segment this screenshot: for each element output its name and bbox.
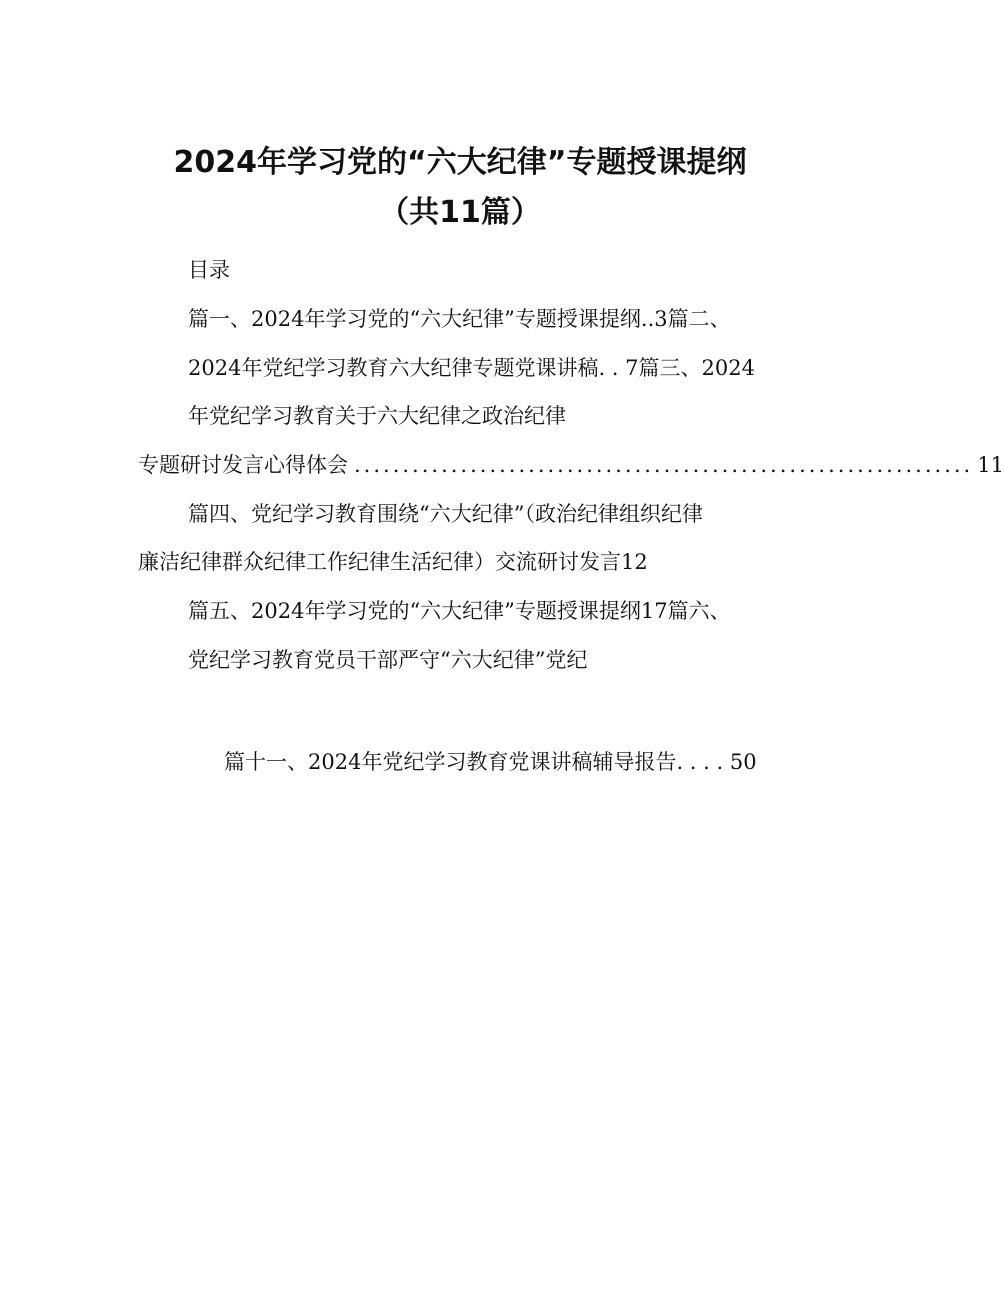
document-title: 2024年学习党的“六大纪律”专题授课提纲 (173, 145, 747, 180)
toc-entry-with-leader (138, 451, 1004, 479)
toc-line: 2024年党纪学习教育六大纪律专题党课讲稿. . 7篇三、2024 (188, 356, 755, 380)
document-subtitle: （共11篇） (379, 195, 541, 230)
toc-line: 篇十一、2024年党纪学习教育党课讲稿辅导报告. . . . 50 (224, 750, 757, 774)
toc-entry-text: 专题研讨发言心得体会 (138, 453, 348, 477)
toc-line: 年党纪学习教育关于六大纪律之政治纪律 (188, 404, 566, 428)
toc-line: 篇四、党纪学习教育围绕“六大纪律”（政治纪律组织纪律 (188, 502, 703, 526)
toc-line: 篇一、2024年学习党的“六大纪律”专题授课提纲..3篇二、 (188, 307, 731, 331)
toc-line: 党纪学习教育党员干部严守“六大纪律”党纪 (188, 648, 588, 672)
toc-heading: 目录 (188, 258, 230, 282)
toc-line: 篇五、2024年学习党的“六大纪律”专题授课提纲17篇六、 (188, 599, 731, 623)
toc-line: 廉洁纪律群众纪律工作纪律生活纪律）交流研讨发言12 (138, 550, 648, 574)
toc-dot-leader: ................................................................ (354, 453, 974, 477)
toc-page-number: 11 (977, 453, 1004, 477)
